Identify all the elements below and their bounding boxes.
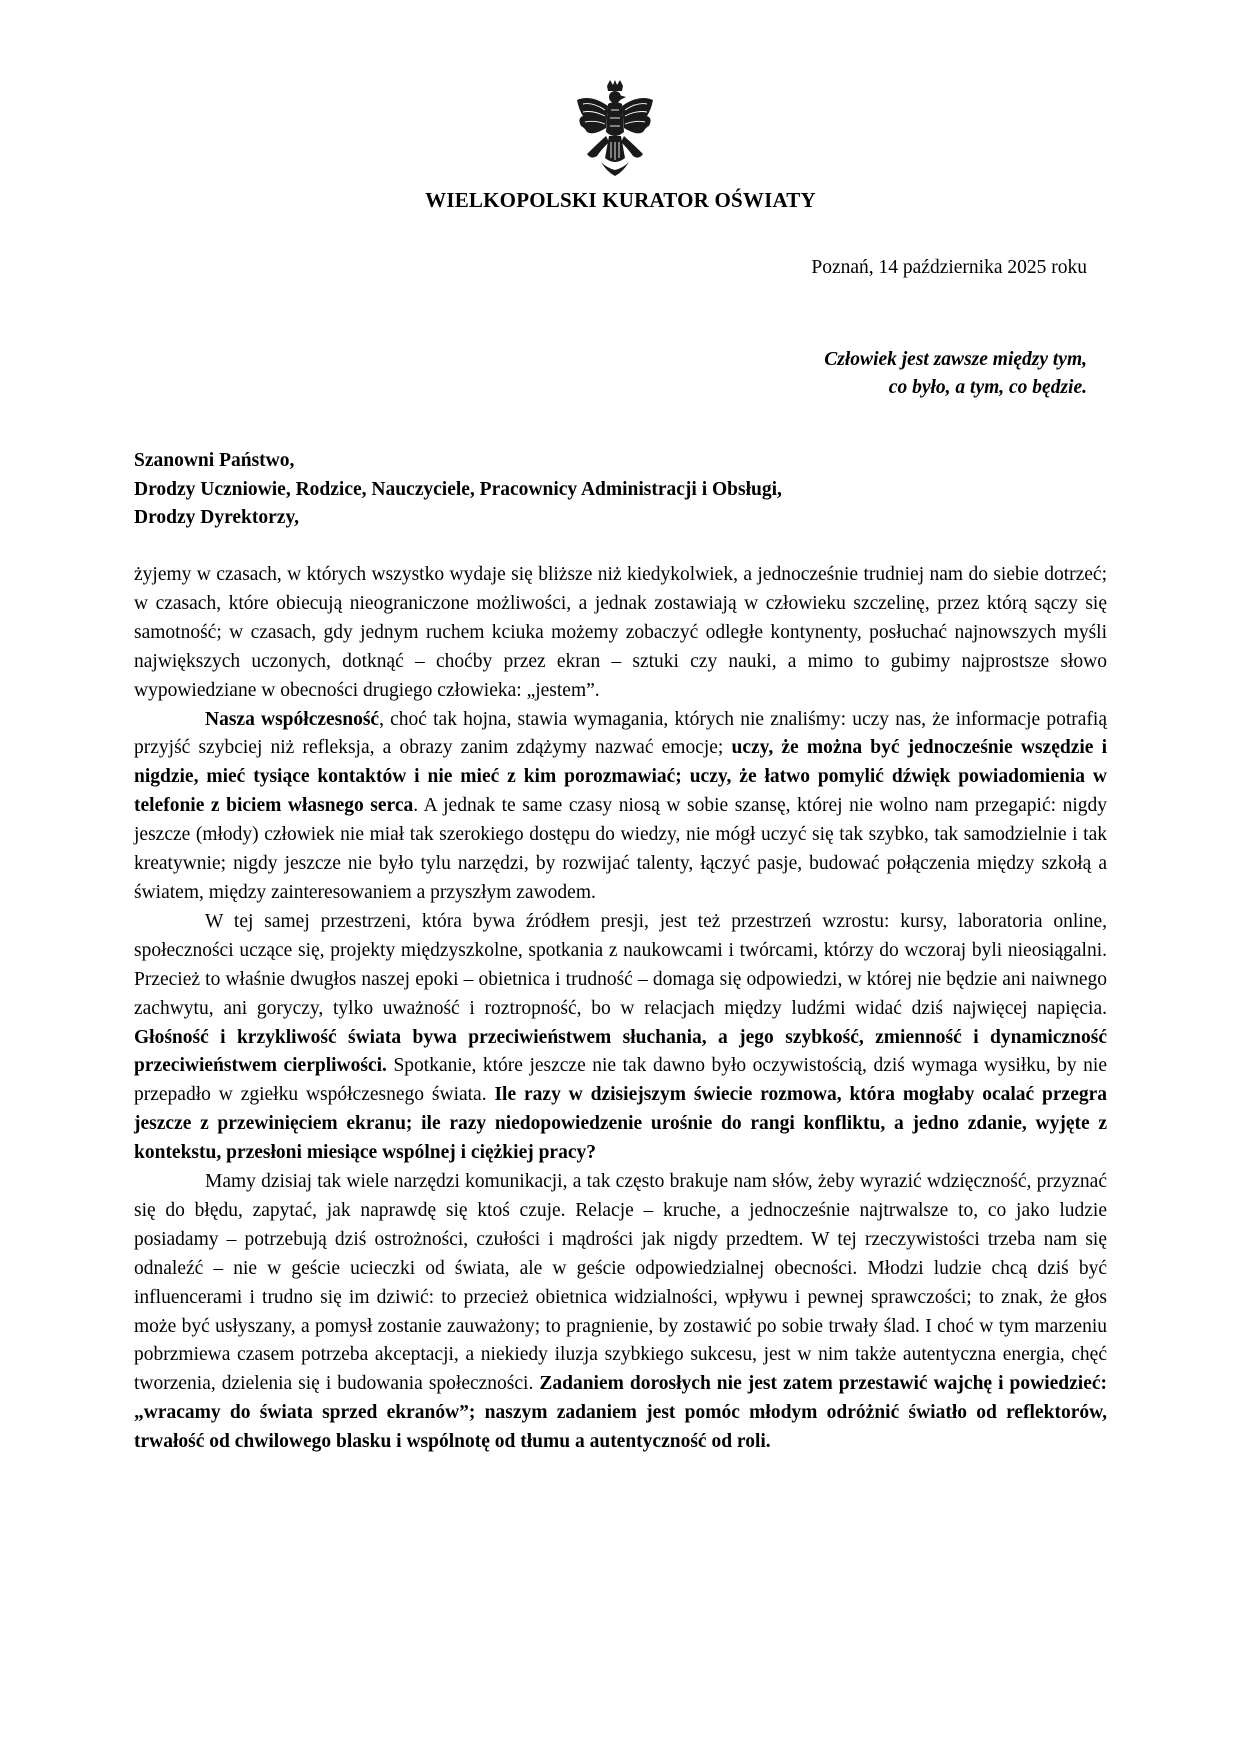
motto-line: Człowiek jest zawsze między tym, xyxy=(824,349,1087,370)
bold-phrase: uczy, że można być jednocześnie wszędzie i nigdzie, mieć tysiące kontaktów i nie mieć z kim porozmawiać; uczy, że łatwo pomylić dźwięk powiadomienia w telefonie z biciem własnego serca xyxy=(134,737,1107,817)
paragraph-2 xyxy=(134,706,1107,908)
salutation-line: Drodzy Uczniowie, Rodzice, Nauczyciele, Pracownicy Administracji i Obsługi, xyxy=(134,478,782,500)
salutation-line: Drodzy Dyrektorzy, xyxy=(134,507,299,528)
paragraph-4 xyxy=(134,1168,1107,1457)
motto-line: co było, a tym, co będzie. xyxy=(888,377,1087,398)
text-run: Spotkanie, które jeszcze nie tak dawno było oczywistością, dziś wymaga wysiłku, by nie przepadło w zgiełku współczesnego świata. xyxy=(134,1055,1107,1106)
polish-eagle-emblem-icon xyxy=(573,80,657,180)
salutation xyxy=(134,447,782,533)
salutation-line: Szanowni Państwo, xyxy=(134,450,295,471)
text-run: Mamy dzisiaj tak wiele narzędzi komunikacji, a tak często brakuje nam słów, żeby wyrazić wdzięczność, przyznać się do błędu, zapytać, jak naprawdę się ktoś czuje. Relacje – kruche, a jednocześnie najtrwalsze to, co jako ludzie posiadamy – potrzebują dziś ostrożności, czułości i mądrości jak nigdy przedtem. W tej rzeczywistości trzeba nam się odnaleźć – nie w geście ucieczki od świata, ale w geście odpowiedzialnej obecności. Młodzi ludzie chcą dziś być influencerami i trudno się im dziwić: to przecież obietnica widzialności, wpływu i pewnej sprawczości; to znak, że głos może być usłyszany, a pomysł zostanie zauważony; to pragnienie, by zostawić po sobie trwały ślad. I choć w tym marzeniu pobrzmiewa czasem potrzeba akceptacji, a niekiedy iluzja szybkiego sukcesu, jest w nim także autentyczna energia, chęć tworzenia, dzielenia się i budowania społeczności. xyxy=(134,1171,1107,1395)
paragraph-3 xyxy=(134,908,1107,1168)
bold-phrase: Nasza współczesność xyxy=(205,708,380,730)
text-run: . A jednak te same czasy niosą w sobie szansę, której nie wolno nam przegapić: nigdy jeszcze (młody) człowiek nie miał tak szerokiego dostępu do wiedzy, nie mógł uczyć się tak szybko, tak samodzielnie i tak kreatywnie; nigdy jeszcze nie było tylu narzędzi, by rozwijać talenty, łączyć pasje, budować połączenia między szkołą a światem, między zainteresowaniem a przyszłym zawodem. xyxy=(134,795,1107,903)
organization-title: WIELKOPOLSKI KURATOR OŚWIATY xyxy=(425,188,816,212)
text-run: W tej samej przestrzeni, która bywa źródłem presji, jest też przestrzeń wzrostu: kursy, laboratoria online, społeczności uczące się, projekty międzyszkolne, spotkania z naukowcami i twórcami, którzy do wczoraj byli nieosiągalni. Przecież to właśnie dwugłos naszej epoki – obietnica i trudność – domaga się odpowiedzi, w której nie będzie ani naiwnego zachwytu, ani goryczy, tylko uważność i roztropność, bo w relacjach między ludźmi widać dziś najwięcej napięcia. xyxy=(134,910,1107,1019)
bold-phrase: Zadaniem dorosłych nie jest zatem przestawić wajchę i powiedzieć: „wracamy do świata sprzed ekranów”; naszym zadaniem jest pomóc młodym odróżnić światło od reflektorów, trwałość od chwilowego blasku i wspólnotę od tłumu a autentyczność od roli. xyxy=(134,1373,1107,1453)
letter-body xyxy=(134,561,1107,1457)
text-run: , choć tak hojna, stawia wymagania, których nie znaliśmy: uczy nas, że informacje potrafią przyjść szybciej niż refleksja, a obrazy zanim zdążymy nazwać emocje; xyxy=(134,708,1107,759)
bold-phrase: Głośność i krzykliwość świata bywa przeciwieństwem słuchania, a jego szybkość, zmienność i dynamiczność przeciwieństwem cierpliwości. xyxy=(134,1026,1107,1077)
bold-phrase: Ile razy w dzisiejszym świecie rozmowa, która mogłaby ocalać przegra jeszcze z przewinięciem ekranu; ile razy niedopowiedzenie urośnie do rangi konfliktu, a jedno zdanie, wyjęte z kontekstu, przesłoni miesiące wspólnej i ciężkiej pracy? xyxy=(134,1084,1108,1164)
motto-quote xyxy=(824,346,1087,402)
paragraph-1: żyjemy w czasach, w których wszystko wydaje się bliższe niż kiedykolwiek, a jednocześnie trudniej nam do siebie dotrzeć; w czasach, które obiecują nieograniczone możliwości, a jednak zostawiają w człowieku szczelinę, przez którą sączy się samotność; w czasach, gdy jednym ruchem kciuka możemy zobaczyć odległe kontynenty, posłuchać najnowszych myśli największych uczonych, dotknąć – choćby przez ekran – sztuki czy nauki, a mimo to gubimy najprostsze słowo wypowiedziane w obecności drugiego człowieka: „jestem”. xyxy=(134,564,1107,701)
place-and-date: Poznań, 14 października 2025 roku xyxy=(811,257,1087,278)
